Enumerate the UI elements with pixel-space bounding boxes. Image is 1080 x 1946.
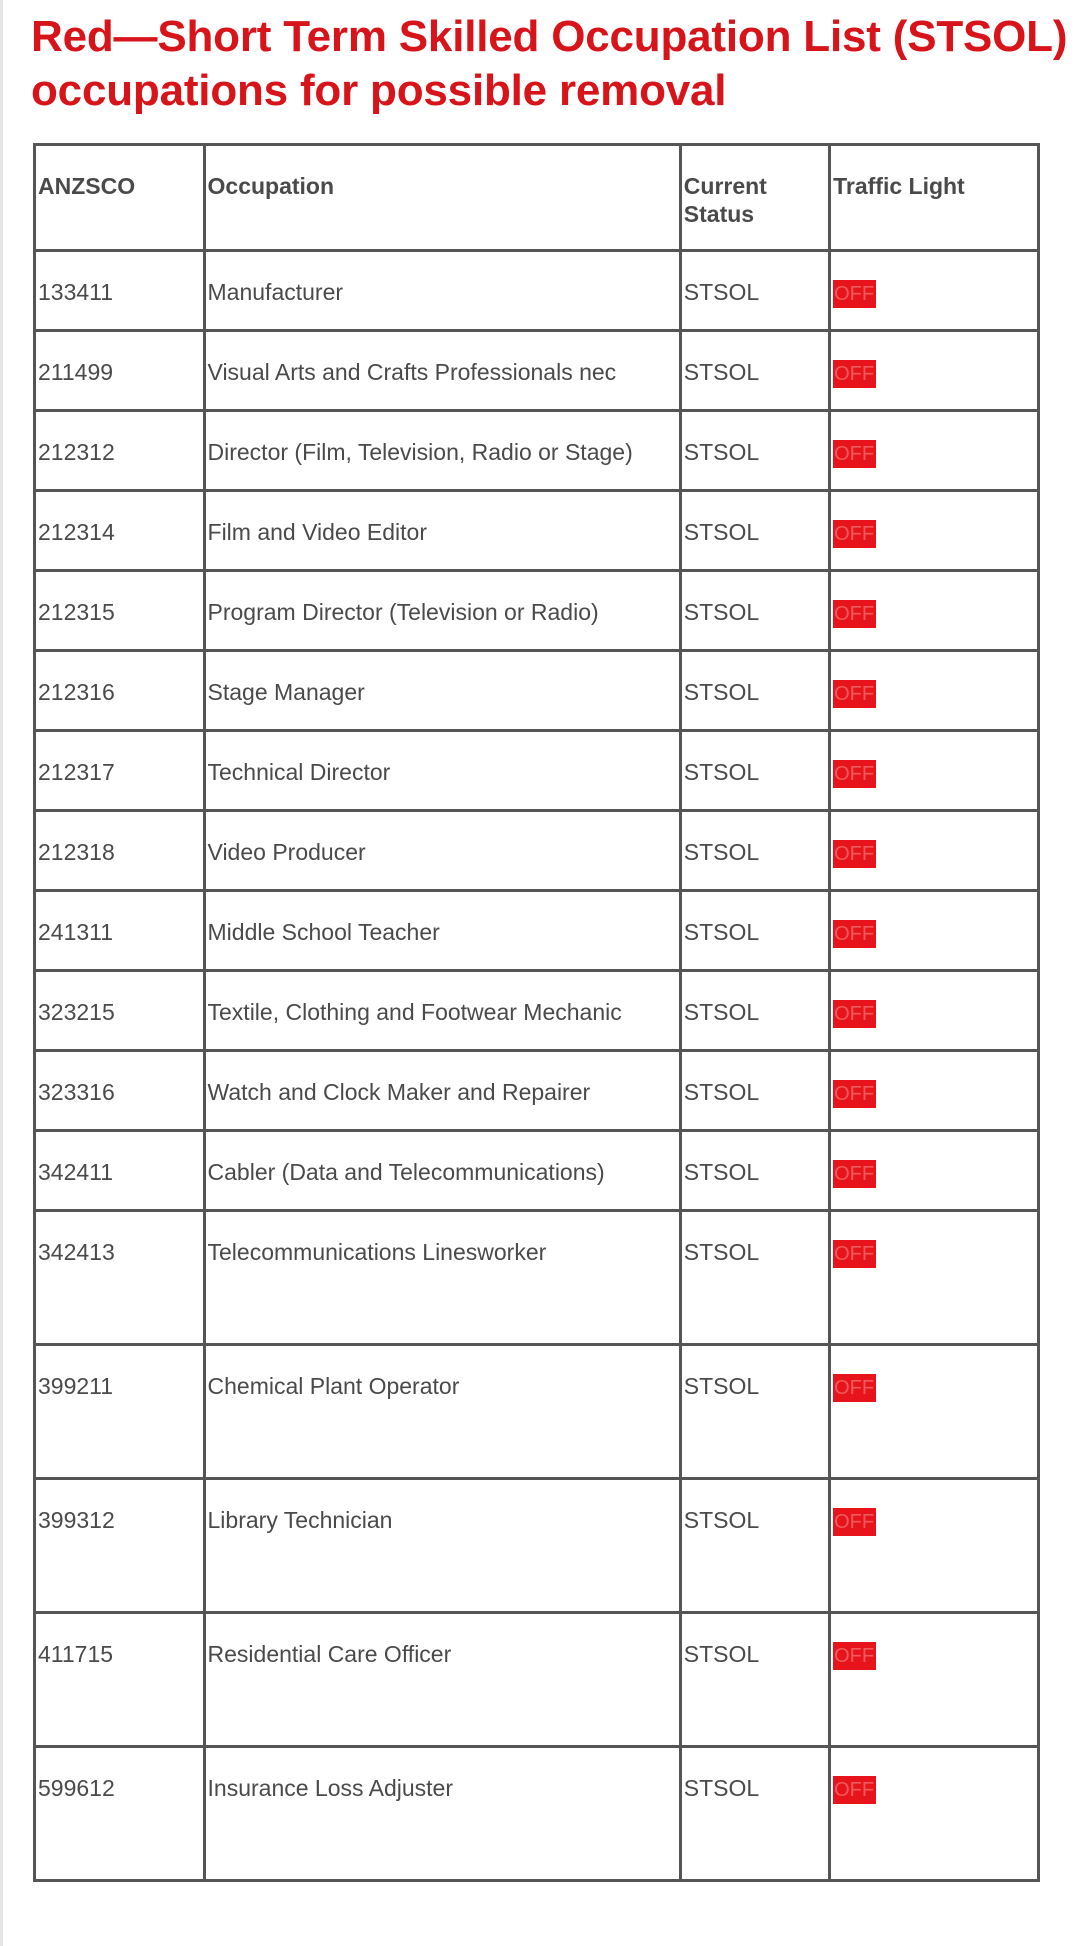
table-row (35, 811, 1039, 891)
cell-anzsco: 212318 (35, 811, 205, 891)
cell-occupation: Library Technician (204, 1479, 680, 1613)
cell-status: STSOL (680, 1613, 829, 1747)
cell-anzsco: 212315 (35, 571, 205, 651)
cell-occupation: Chemical Plant Operator (204, 1345, 680, 1479)
cell-traffic-light (830, 651, 1039, 731)
cell-traffic-light (830, 971, 1039, 1051)
cell-occupation: Program Director (Television or Radio) (204, 571, 680, 651)
header-current-status: Current Status (680, 145, 829, 251)
left-edge-rule (0, 0, 3, 1946)
traffic-light-badge: OFF (833, 680, 876, 708)
cell-anzsco: 133411 (35, 251, 205, 331)
cell-traffic-light (830, 411, 1039, 491)
cell-occupation: Watch and Clock Maker and Repairer (204, 1051, 680, 1131)
traffic-light-badge: OFF (833, 1240, 876, 1268)
cell-traffic-light (830, 1479, 1039, 1613)
cell-status: STSOL (680, 1131, 829, 1211)
cell-status: STSOL (680, 1747, 829, 1881)
traffic-light-badge: OFF (833, 360, 876, 388)
traffic-light-badge: OFF (833, 840, 876, 868)
cell-status: STSOL (680, 1345, 829, 1479)
cell-occupation: Stage Manager (204, 651, 680, 731)
cell-traffic-light (830, 251, 1039, 331)
traffic-light-badge: OFF (833, 600, 876, 628)
cell-traffic-light (830, 1345, 1039, 1479)
cell-status: STSOL (680, 651, 829, 731)
cell-occupation: Video Producer (204, 811, 680, 891)
cell-status: STSOL (680, 331, 829, 411)
table-row (35, 1479, 1039, 1613)
header-anzsco: ANZSCO (35, 145, 205, 251)
traffic-light-badge: OFF (833, 280, 876, 308)
table-row (35, 251, 1039, 331)
traffic-light-badge: OFF (833, 1000, 876, 1028)
table-row (35, 731, 1039, 811)
page-title: Red—Short Term Skilled Occupation List (STSOL) occupations for possible removal (31, 12, 1068, 115)
cell-traffic-light (830, 811, 1039, 891)
cell-status: STSOL (680, 491, 829, 571)
cell-anzsco: 211499 (35, 331, 205, 411)
table-row (35, 891, 1039, 971)
traffic-light-badge: OFF (833, 1508, 876, 1536)
traffic-light-badge: OFF (833, 760, 876, 788)
cell-occupation: Middle School Teacher (204, 891, 680, 971)
cell-occupation: Technical Director (204, 731, 680, 811)
cell-traffic-light (830, 1211, 1039, 1345)
occupation-table (33, 143, 1040, 1882)
cell-traffic-light (830, 491, 1039, 571)
table-row (35, 1051, 1039, 1131)
cell-status: STSOL (680, 891, 829, 971)
cell-anzsco: 342413 (35, 1211, 205, 1345)
cell-anzsco: 323215 (35, 971, 205, 1051)
cell-traffic-light (830, 1747, 1039, 1881)
cell-anzsco: 411715 (35, 1613, 205, 1747)
cell-status: STSOL (680, 1051, 829, 1131)
table-row (35, 571, 1039, 651)
cell-occupation: Residential Care Officer (204, 1613, 680, 1747)
cell-status: STSOL (680, 971, 829, 1051)
cell-status: STSOL (680, 811, 829, 891)
traffic-light-badge: OFF (833, 1374, 876, 1402)
cell-anzsco: 212312 (35, 411, 205, 491)
cell-status: STSOL (680, 571, 829, 651)
traffic-light-badge: OFF (833, 520, 876, 548)
cell-anzsco: 323316 (35, 1051, 205, 1131)
traffic-light-badge: OFF (833, 920, 876, 948)
table-row (35, 331, 1039, 411)
cell-anzsco: 212314 (35, 491, 205, 571)
table-row (35, 971, 1039, 1051)
header-occupation: Occupation (204, 145, 680, 251)
table-row (35, 411, 1039, 491)
cell-occupation: Film and Video Editor (204, 491, 680, 571)
cell-traffic-light (830, 1051, 1039, 1131)
traffic-light-badge: OFF (833, 1080, 876, 1108)
traffic-light-badge: OFF (833, 1642, 876, 1670)
cell-anzsco: 399312 (35, 1479, 205, 1613)
cell-anzsco: 342411 (35, 1131, 205, 1211)
cell-occupation: Manufacturer (204, 251, 680, 331)
cell-occupation: Telecommunications Linesworker (204, 1211, 680, 1345)
cell-traffic-light (830, 731, 1039, 811)
cell-status: STSOL (680, 1211, 829, 1345)
cell-occupation: Director (Film, Television, Radio or Stage) (204, 411, 680, 491)
cell-status: STSOL (680, 411, 829, 491)
cell-traffic-light (830, 891, 1039, 971)
cell-traffic-light (830, 1613, 1039, 1747)
table-row (35, 1747, 1039, 1881)
cell-traffic-light (830, 331, 1039, 411)
traffic-light-badge: OFF (833, 1776, 876, 1804)
header-traffic-light: Traffic Light (830, 145, 1039, 251)
table-row (35, 1613, 1039, 1747)
cell-occupation: Cabler (Data and Telecommunications) (204, 1131, 680, 1211)
table-header-row (35, 145, 1039, 251)
table-row (35, 651, 1039, 731)
cell-traffic-light (830, 1131, 1039, 1211)
table-row (35, 491, 1039, 571)
table-row (35, 1211, 1039, 1345)
cell-anzsco: 399211 (35, 1345, 205, 1479)
cell-anzsco: 599612 (35, 1747, 205, 1881)
table-row (35, 1345, 1039, 1479)
traffic-light-badge: OFF (833, 1160, 876, 1188)
cell-anzsco: 212316 (35, 651, 205, 731)
cell-occupation: Textile, Clothing and Footwear Mechanic (204, 971, 680, 1051)
cell-occupation: Insurance Loss Adjuster (204, 1747, 680, 1881)
cell-traffic-light (830, 571, 1039, 651)
cell-status: STSOL (680, 251, 829, 331)
cell-status: STSOL (680, 731, 829, 811)
cell-anzsco: 212317 (35, 731, 205, 811)
cell-occupation: Visual Arts and Crafts Professionals nec (204, 331, 680, 411)
cell-anzsco: 241311 (35, 891, 205, 971)
cell-status: STSOL (680, 1479, 829, 1613)
traffic-light-badge: OFF (833, 440, 876, 468)
table-row (35, 1131, 1039, 1211)
